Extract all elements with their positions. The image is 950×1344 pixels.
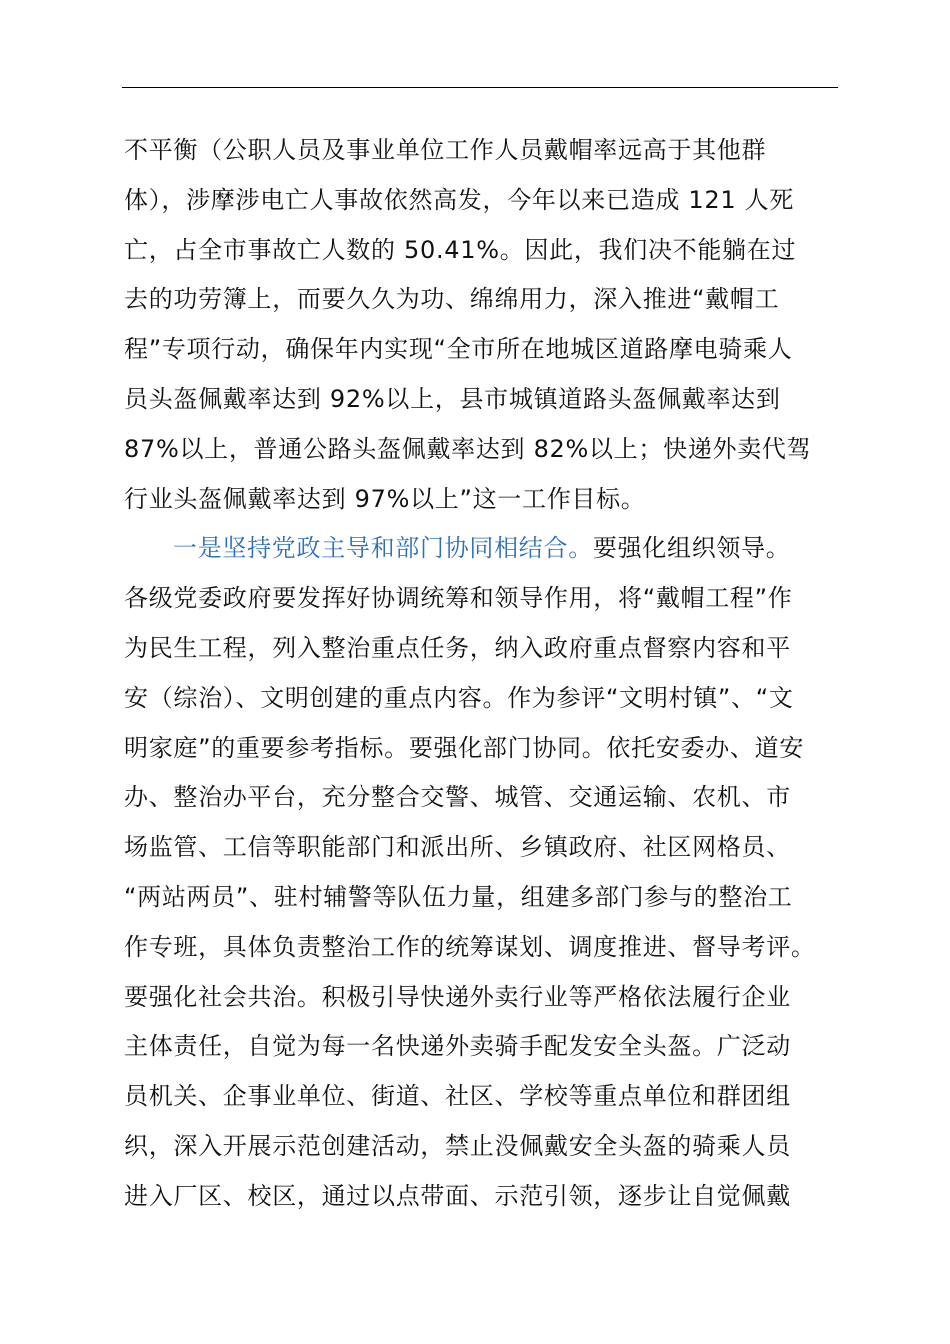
section-line-8: 作专班，具体负责整治工作的统筹谋划、调度推进、督导考评。 — [124, 932, 816, 961]
section-line-1: 各级党委政府要发挥好协调统筹和领导作用，将“戴帽工程”作 — [124, 584, 793, 613]
section-line-12: 织，深入开展示范创建活动，禁止没佩戴安全头盔的骑乘人员 — [124, 1131, 791, 1160]
header-rule — [122, 87, 838, 88]
text-line-3: 亡，占全市事故亡人数的 50.41%。因此，我们决不能躺在过 — [124, 235, 797, 264]
section-line-6: 场监管、工信等职能部门和派出所、乡镇政府、社区网格员、 — [124, 833, 791, 862]
text-line-7: 87%以上，普通公路头盔佩戴率达到 82%以上；快递外卖代驾 — [124, 434, 812, 463]
text-line-8: 行业头盔佩戴率达到 97%以上”这一工作目标。 — [124, 484, 646, 513]
text-line-5: 程”专项行动，确保年内实现“全市所在地城区道路摩电骑乘人 — [124, 335, 793, 364]
section-first-line — [124, 526, 838, 576]
text-line-1: 不平衡（公职人员及事业单位工作人员戴帽率远高于其他群 — [124, 136, 767, 164]
section-first-line-rest: 要强化组织领导。 — [592, 534, 791, 563]
section-line-9: 要强化社会共治。积极引导快递外卖行业等严格依法履行企业 — [124, 982, 791, 1011]
section-line-2: 为民生工程，列入整治重点任务，纳入政府重点督察内容和平 — [124, 633, 791, 662]
section-line-10: 主体责任，自觉为每一名快递外卖骑手配发安全头盔。广泛动 — [124, 1032, 791, 1061]
section-heading: 一是坚持党政主导和部门协同相结合。 — [173, 534, 593, 563]
text-line-6: 员头盔佩戴率达到 92%以上，县市城镇道路头盔佩戴率达到 — [124, 384, 781, 413]
section-line-3: 安（综治）、文明创建的重点内容。作为参评“文明村镇”、“文 — [124, 683, 794, 712]
section-line-13: 进入厂区、校区，通过以点带面、示范引领，逐步让自觉佩戴 — [124, 1181, 791, 1210]
section-line-7: “两站两员”、驻村辅警等队伍力量，组建多部门参与的整治工 — [124, 882, 793, 911]
document-body — [124, 128, 838, 1224]
text-line-2: 体），涉摩涉电亡人事故依然高发，今年以来已造成 121 人死 — [124, 185, 795, 214]
section-line-4: 明家庭”的重要参考指标。要强化部门协同。依托安委办、道安 — [124, 733, 805, 762]
section-line-11: 员机关、企事业单位、街道、社区、学校等重点单位和群团组 — [124, 1082, 791, 1111]
text-line-4: 去的功劳簿上，而要久久为功、绵绵用力，深入推进“戴帽工 — [124, 285, 780, 314]
section-line-5: 办、整治办平台，充分整合交警、城管、交通运输、农机、市 — [124, 783, 791, 812]
